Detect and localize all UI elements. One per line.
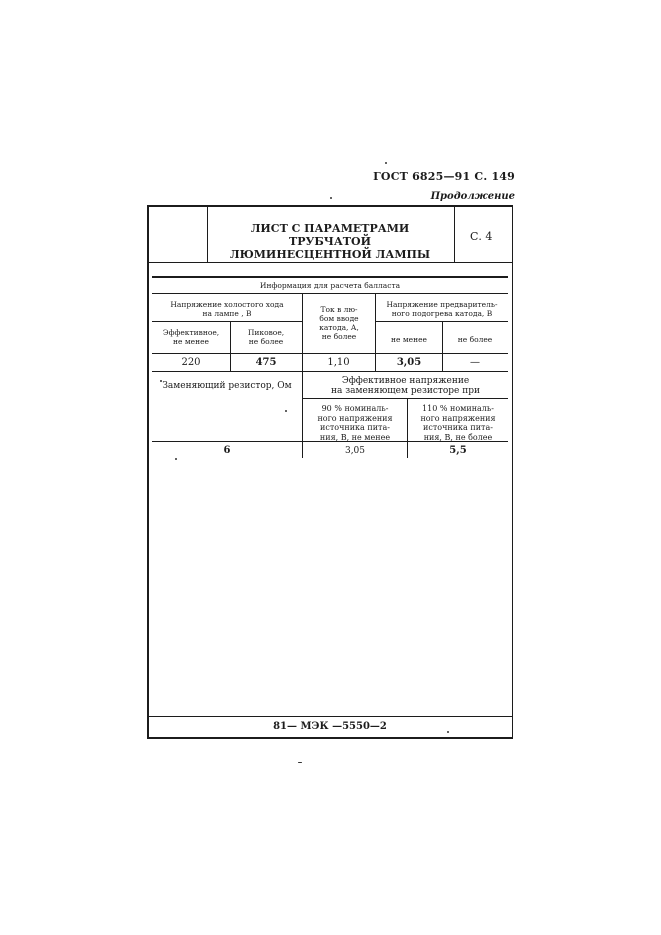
header-90-line4: ния, В, не менее xyxy=(319,432,391,442)
ballast-table-top xyxy=(152,276,508,278)
header-90-line1: 90 % номиналь- xyxy=(321,404,389,413)
header-effective-voltage-line1: Эффективное напряжение xyxy=(341,376,470,386)
header-90-percent xyxy=(303,404,407,442)
scan-speck xyxy=(330,197,332,199)
value-peak: 475 xyxy=(255,357,277,368)
sheet-page-code: С. 4 xyxy=(470,230,493,243)
header-preheat-max: не более xyxy=(457,335,493,344)
header-110-line4: ния, В, не более xyxy=(423,432,493,442)
value-current: 1,10 xyxy=(327,357,350,368)
open-circuit-subrule xyxy=(152,321,302,322)
scan-speck xyxy=(160,380,162,382)
scan-speck xyxy=(447,731,449,733)
header-rms-line2: не менее xyxy=(173,337,209,346)
header-open-circuit xyxy=(152,300,302,318)
standard-reference: ГОСТ 6825—91 С. 149 xyxy=(373,170,515,183)
header-effective-voltage xyxy=(303,376,508,396)
header-110-line3: источника пита- xyxy=(423,423,493,432)
header-open-circuit-line2: на лампе , В xyxy=(202,309,252,318)
continuation-label: Продолжение xyxy=(430,191,515,202)
ballast-caption-rule xyxy=(152,293,508,294)
header-rms-line1: Эффективное, xyxy=(162,328,220,337)
header-110-line2: ного напряжения xyxy=(420,413,496,423)
value-preheat-min: 3,05 xyxy=(396,357,422,368)
header-peak-line1: Пиковое, xyxy=(247,328,285,337)
sheet-title-line1: ЛИСТ С ПАРАМЕТРАМИ ТРУБЧАТОЙ xyxy=(250,222,410,248)
header-preheat-min: не менее xyxy=(391,335,427,344)
header-90-line3: источника пита- xyxy=(320,423,390,432)
resistor-header-bottom xyxy=(152,441,508,442)
value-90-percent: 3,05 xyxy=(344,446,366,456)
header-110-percent xyxy=(408,404,508,442)
header-current-line4: не более xyxy=(321,332,357,341)
value-110-percent: 5,5 xyxy=(449,445,467,456)
header-preheat xyxy=(376,300,508,318)
effective-voltage-subrule xyxy=(303,398,508,399)
header-peak-line2: не более xyxy=(248,337,284,346)
value-resistor: 6 xyxy=(223,445,231,456)
header-preheat-line2: ного подогрева катода, В xyxy=(391,309,493,318)
ballast-caption: Информация для расчета балласта xyxy=(259,281,401,290)
header-resistor: Заменяющий резистор, Ом xyxy=(162,381,292,391)
header-90-line2: ного напряжения xyxy=(317,413,393,423)
header-peak xyxy=(230,328,302,346)
ballast-header-bottom xyxy=(152,353,508,354)
value-preheat-max: — xyxy=(470,357,480,368)
header-current xyxy=(303,305,375,341)
header-preheat-line1: Напряжение предваритель- xyxy=(386,300,498,309)
header-110-line1: 110 % номиналь- xyxy=(422,404,494,413)
footer-code: 81— МЭК —5550—2 xyxy=(273,721,387,732)
header-effective-voltage-line2: на заменяющем резисторе при xyxy=(330,386,481,396)
header-current-line3: катода, А, xyxy=(319,323,359,332)
header-open-circuit-line1: Напряжение холостого хода xyxy=(170,300,284,309)
scan-speck xyxy=(285,410,287,412)
footer-rule-top xyxy=(147,716,513,717)
scan-speck xyxy=(298,762,302,763)
resistor-col-sep-1 xyxy=(302,371,303,458)
header-current-line1: Ток в лю- xyxy=(320,305,358,314)
title-separator-left xyxy=(207,205,208,263)
footer-rule-bottom xyxy=(147,737,513,739)
header-current-line2: бом вводе xyxy=(319,314,359,323)
sheet-title xyxy=(210,222,450,261)
ballast-table-bottom xyxy=(152,371,508,372)
header-rms xyxy=(152,328,230,346)
value-rms: 220 xyxy=(181,357,201,368)
sheet-title-line2: ЛЮМИНЕСЦЕНТНОЙ ЛАМПЫ xyxy=(229,248,431,261)
scan-speck xyxy=(175,458,177,460)
title-separator-right xyxy=(454,205,455,263)
scan-speck xyxy=(385,162,387,164)
